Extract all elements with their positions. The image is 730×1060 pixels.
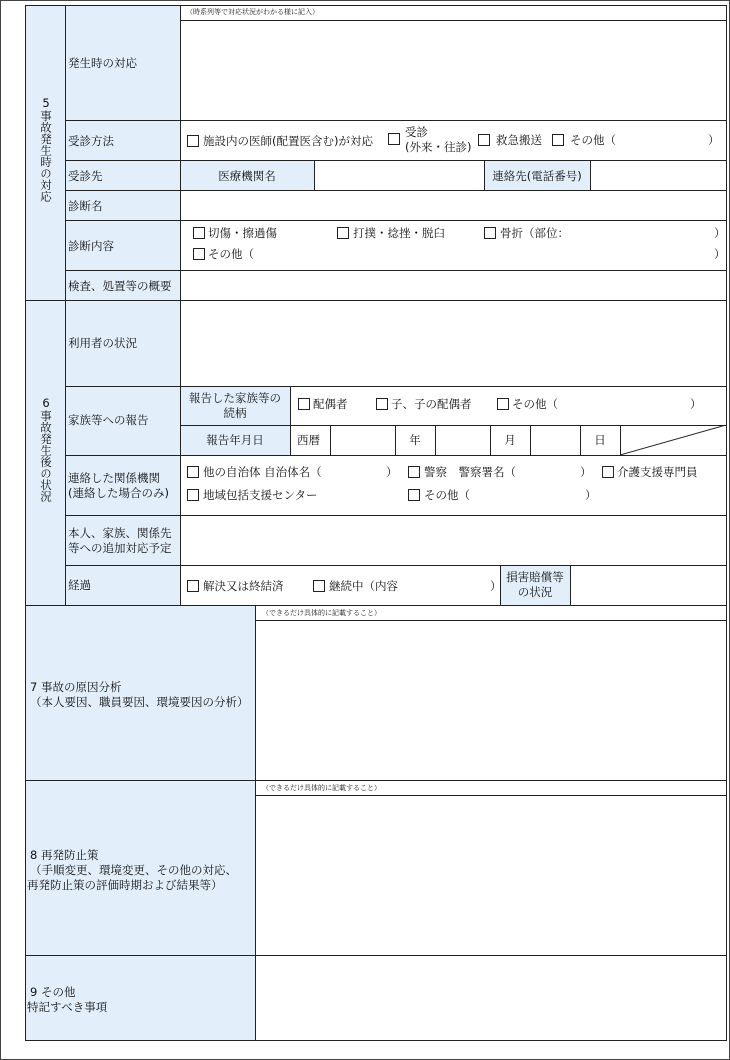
facility-name-label: 医療機関名 [218, 169, 276, 183]
followup-label-1: 本人、家族、関係先 [68, 526, 172, 540]
date-diagonal [620, 425, 726, 455]
ambulance-label: 救急搬送 [496, 133, 542, 147]
day-input[interactable] [531, 426, 580, 455]
exam-label: 検査、処置等の概要 [68, 279, 172, 293]
consult-other-label: その他（ [570, 133, 616, 147]
cut-label: 切傷・擦過傷 [208, 226, 277, 240]
day-label: 日 [594, 433, 606, 447]
report-date-label: 報告年月日 [206, 433, 264, 447]
sec5-note: （時系列等で対応状況がわかる様に記入） [186, 8, 319, 16]
spouse-label: 配偶者 [313, 397, 348, 411]
family-other-checkbox[interactable] [497, 398, 509, 410]
prevention-input[interactable] [256, 796, 726, 955]
agency-label-1: 連絡した関係機関 [68, 471, 160, 485]
user-status-label: 利用者の状況 [68, 336, 137, 350]
regional-center-label: 地域包括支援センター [203, 488, 318, 502]
ambulance-checkbox[interactable] [478, 134, 490, 146]
family-report-label: 家族等への報告 [68, 413, 149, 427]
outpatient-label-1: 受診 [405, 125, 428, 139]
agency-label-2: (連絡した場合のみ) [68, 486, 169, 500]
police-close: ） [580, 465, 592, 479]
diag-content-label: 診断内容 [68, 239, 114, 253]
facility-doctor-checkbox[interactable] [187, 135, 199, 147]
contact-label: 連絡先(電話番号) [492, 169, 582, 183]
sec8-sub-1: （手順変更、環境変更、その他の対応、 [30, 863, 237, 877]
year-label: 年 [409, 433, 421, 447]
user-status-input[interactable] [181, 301, 726, 386]
sec5-title: 事故発生時の対応 [39, 110, 53, 202]
cause-analysis-input[interactable] [256, 621, 726, 780]
ongoing-close: ） [490, 579, 502, 593]
damages-label-1: 損害賠償等 [506, 570, 564, 584]
sec6-number: 6 [42, 396, 50, 410]
response-label: 発生時の対応 [68, 56, 137, 70]
bruise-checkbox[interactable] [337, 227, 349, 239]
agency-other-close: ） [585, 488, 597, 502]
municipality-checkbox[interactable] [187, 466, 199, 478]
agency-other-checkbox[interactable] [408, 489, 420, 501]
followup-label-2: 等への追加対応予定 [68, 541, 172, 555]
family-other-close: ） [690, 397, 702, 411]
sec7-subtitle: （本人要因、職員要因、環境要因の分析） [30, 695, 249, 709]
damages-label-2: の状況 [517, 585, 553, 599]
progress-label: 経過 [68, 578, 91, 592]
diagnosis-input[interactable] [181, 191, 726, 220]
diag-other-close: ） [714, 247, 726, 261]
sec8-title: 8 再発防止策 [30, 848, 99, 862]
fracture-checkbox[interactable] [484, 227, 496, 239]
agency-other-label: その他（ [424, 488, 470, 502]
resolved-checkbox[interactable] [187, 580, 199, 592]
consult-other-close: ） [708, 133, 720, 147]
sec8-sub-2: 再発防止策の評価時期および結果等） [27, 878, 223, 892]
police-checkbox[interactable] [408, 466, 420, 478]
month-label: 月 [504, 433, 516, 447]
response-input[interactable] [181, 21, 726, 120]
resolved-label: 解決又は終結済 [203, 579, 284, 593]
cut-checkbox[interactable] [193, 227, 205, 239]
era-label: 西暦 [297, 433, 320, 447]
followup-input[interactable] [181, 516, 726, 565]
child-label: 子、子の配偶者 [391, 397, 472, 411]
facility-doctor-label: 施設内の医師(配置医含む)が対応 [203, 134, 373, 148]
reported-family-label-1: 報告した家族等の [189, 391, 281, 405]
municipality-close: ） [386, 465, 398, 479]
diag-other-label: その他（ [208, 247, 254, 261]
police-label: 警察 警察署名（ [424, 465, 516, 479]
sec9-title: 9 その他 [30, 985, 76, 999]
outpatient-label-2: (外来・往診) [405, 140, 472, 154]
ongoing-label: 継続中（内容 [329, 579, 398, 593]
regional-center-checkbox[interactable] [187, 489, 199, 501]
bruise-label: 打撲・捻挫・脱臼 [353, 226, 445, 240]
care-manager-checkbox[interactable] [602, 466, 614, 478]
diagnosis-label: 診断名 [68, 199, 103, 213]
exam-input[interactable] [181, 271, 726, 300]
consult-other-checkbox[interactable] [552, 134, 564, 146]
month-input[interactable] [436, 426, 490, 455]
fracture-label: 骨折（部位： [500, 226, 569, 240]
municipality-label: 他の自治体 自治体名（ [203, 465, 322, 479]
fracture-close: ） [714, 226, 726, 240]
sec5-labels-bg [66, 6, 180, 300]
sec8-note: （できるだけ具体的に記載すること） [262, 784, 381, 792]
spouse-checkbox[interactable] [298, 398, 310, 410]
sec5-number: 5 [42, 96, 50, 110]
other-notes-input[interactable] [256, 956, 726, 1040]
sec7-note: （できるだけ具体的に記載すること） [262, 609, 381, 617]
era-year-input[interactable] [331, 426, 395, 455]
facility-name-input[interactable] [315, 161, 484, 190]
child-checkbox[interactable] [376, 398, 388, 410]
reported-family-label-2: 続柄 [223, 406, 247, 420]
consult-method-label: 受診方法 [68, 134, 114, 148]
family-other-label: その他（ [512, 397, 558, 411]
contact-input[interactable] [591, 161, 726, 190]
damages-input[interactable] [571, 566, 726, 605]
sec6-title: 事故発生後の状況 [39, 410, 53, 502]
care-manager-label: 介護支援専門員 [617, 465, 698, 479]
ongoing-checkbox[interactable] [313, 580, 325, 592]
diag-other-checkbox[interactable] [193, 248, 205, 260]
sec789-bg [26, 605, 256, 1040]
sec9-subtitle: 特記すべき事項 [27, 1000, 108, 1014]
consult-dest-label: 受診先 [68, 169, 103, 183]
sec7-title: 7 事故の原因分析 [30, 680, 122, 694]
outpatient-checkbox[interactable] [388, 133, 400, 145]
